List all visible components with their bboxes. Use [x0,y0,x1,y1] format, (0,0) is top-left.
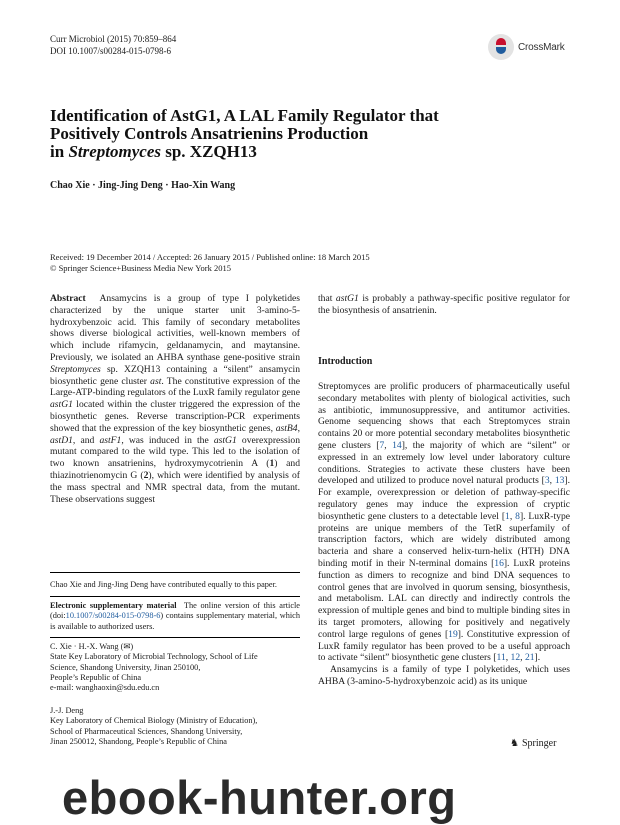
esm-doi-link[interactable]: 10.1007/s00284-015-0798-6 [65,611,161,621]
footnote-rule [50,637,300,638]
copyright-line: © Springer Science+Business Media New York 2015 [50,263,231,273]
title-line-1: Identification of AstG1, A LAL Family Regulator that [50,106,439,125]
crossmark-badge[interactable] [488,34,565,60]
citation-link[interactable]: 14 [392,439,402,451]
citation-link[interactable]: 21 [524,652,535,664]
citation-link[interactable]: 13 [554,475,565,487]
footnote-rule [50,596,300,597]
corresponding-email: e-mail: wanghaoxin@sdu.edu.cn [50,683,160,693]
affiliation-1: C. Xie · H.-X. Wang (✉) State Key Laboratory of Microbial Technology, School of Life Science, Shandong University, Jinan 250100, People’s Republic of China e-mail: wanghaoxin@sdu.edu.cn [50,642,300,693]
esm-note: Electronic supplementary material The online version of this article (doi:10.1007/s00284-015-0798-6) contains supplementary material, which is available to authorized users. [50,601,300,631]
crossmark-icon [488,34,514,60]
crossmark-label: CrossMark [518,41,565,53]
journal-doi-line: DOI 10.1007/s00284-015-0798-6 [50,46,171,56]
springer-horse-icon: ♞ [510,738,519,749]
citation-link[interactable]: 1 [505,510,510,522]
title-line-3: in Streptomyces sp. XZQH13 [50,142,257,161]
citation-link[interactable]: 19 [448,628,458,640]
footnote-rule [50,572,300,573]
abstract-text: Abstract Ansamycins is a group of type I polyketides characterized by the unique starter unit 3-amino-5-hydroxybenzoic acid. This family of secondary metabolites shows diverse biological activities, well-known members of which include rifamycin, geldanamycin, and maytansine. Previously, we isolated an AHBA synthase gene-positive strain Streptomyces sp. XZQH13 containing a “silent” ansamycin biosynthetic gene cluster ast. The constitutive expression of the Large-ATP-binding regulators of the LuxR family regulator gene astG1 located within the cluster triggered the expression of the biosynthetic genes. Reverse transcription-PCR experiments showed that the expression of the key biosynthetic genes, astB4, astD1, and astF1, was induced in the astG1 overexpression mutant compared to the wild type. This led to the isolation of two known ansatrienins, hydroxymycotrienin A (1) and thiazinotrienomycin G (2), which were identified by analysis of the mass spectral and NMR spectral data, from the mutant. These observations suggest [50,293,301,505]
abstract-block [50,293,300,505]
title-line-2: Positively Controls Ansatrienins Production [50,124,369,143]
publication-dates [50,252,370,274]
affiliation-1-names: C. Xie · H.-X. Wang (✉) [50,642,134,651]
introduction-paragraph-1: Streptomyces are prolific producers of pharmaceutically useful secondary metabolites with plenty of biological activities, such as antibiotic, immunosuppressive, and antitumor activities. Genome sequencing shows that each Streptomyces strain contains 20 or more potential secondary metabolites biosynthetic gene clusters [7, 14], the majority of which are “silent” or expressed in an extremely low level under laboratory culture conditions. Strategies to activate these clusters have been developed and utilized to produce novel natural products [3, 13]. For example, overexpression or deletion of pathway-specific regulatory genes may induce the expression of cryptic biosynthetic gene clusters to a detectable level [1, 8]. LuxR-type proteins are unique members of the TetR superfamily of transcription factors, which are widely distributed among bacteria and share a conserved helix-turn-helix (HTH) DNA binding motif in their N-terminal domains [16]. LuxR proteins function as dimers to recognize and bind DNA sequences to control genes that are involved in quorum sensing, biosynthesis, and metabolism. LAL can directly and indirectly controls the expression of multiple genes and bind to multiple binding sites in its target promoters, allowing for positively and negatively control large regulons of genes [19]. Constitutive expression of LuxR family regulator has been proved to be a useful approach to activate “silent” biosynthetic gene clusters [11, 12, 21]. [318,381,571,664]
history-dates: Received: 19 December 2014 / Accepted: 26 January 2015 / Published online: 18 March 2015 [50,252,370,262]
citation-link[interactable]: 11 [496,652,506,664]
citation-link[interactable]: 3 [544,475,550,487]
citation-link[interactable]: 16 [494,557,504,569]
affiliation-2: J.-J. Deng Key Laboratory of Chemical Biology (Ministry of Education), School of Pharmaceutical Sciences, Shandong University, Jinan 250012, Shandong, People’s Republic of China [50,706,300,747]
springer-logo: ♞ Springer [510,738,557,749]
introduction-heading: Introduction [318,356,373,367]
author-list: Chao Xie · Jing-Jing Deng · Hao-Xin Wang [50,180,236,191]
article-title [50,107,570,161]
citation-link[interactable]: 8 [515,510,520,522]
abstract-label: Abstract [50,293,86,304]
journal-citation [50,33,176,57]
abstract-continuation: that astG1 is probably a pathway-specific positive regulator for the biosynthesis of ansatrienin. [318,293,570,316]
watermark-text: ebook-hunter.org [62,771,457,824]
journal-volume-line: Curr Microbiol (2015) 70:859–864 [50,34,177,44]
introduction-body [318,381,570,688]
affiliation-2-names: J.-J. Deng [50,706,84,715]
contribution-note: Chao Xie and Jing-Jing Deng have contributed equally to this paper. [50,580,277,589]
introduction-paragraph-2: Ansamycins is a family of type I polyketides, which uses AHBA (3-amino-5-hydroxybenzoic acid) as its unique [318,664,570,687]
citation-link[interactable]: 12 [510,652,521,664]
citation-link[interactable]: 7 [379,439,385,451]
